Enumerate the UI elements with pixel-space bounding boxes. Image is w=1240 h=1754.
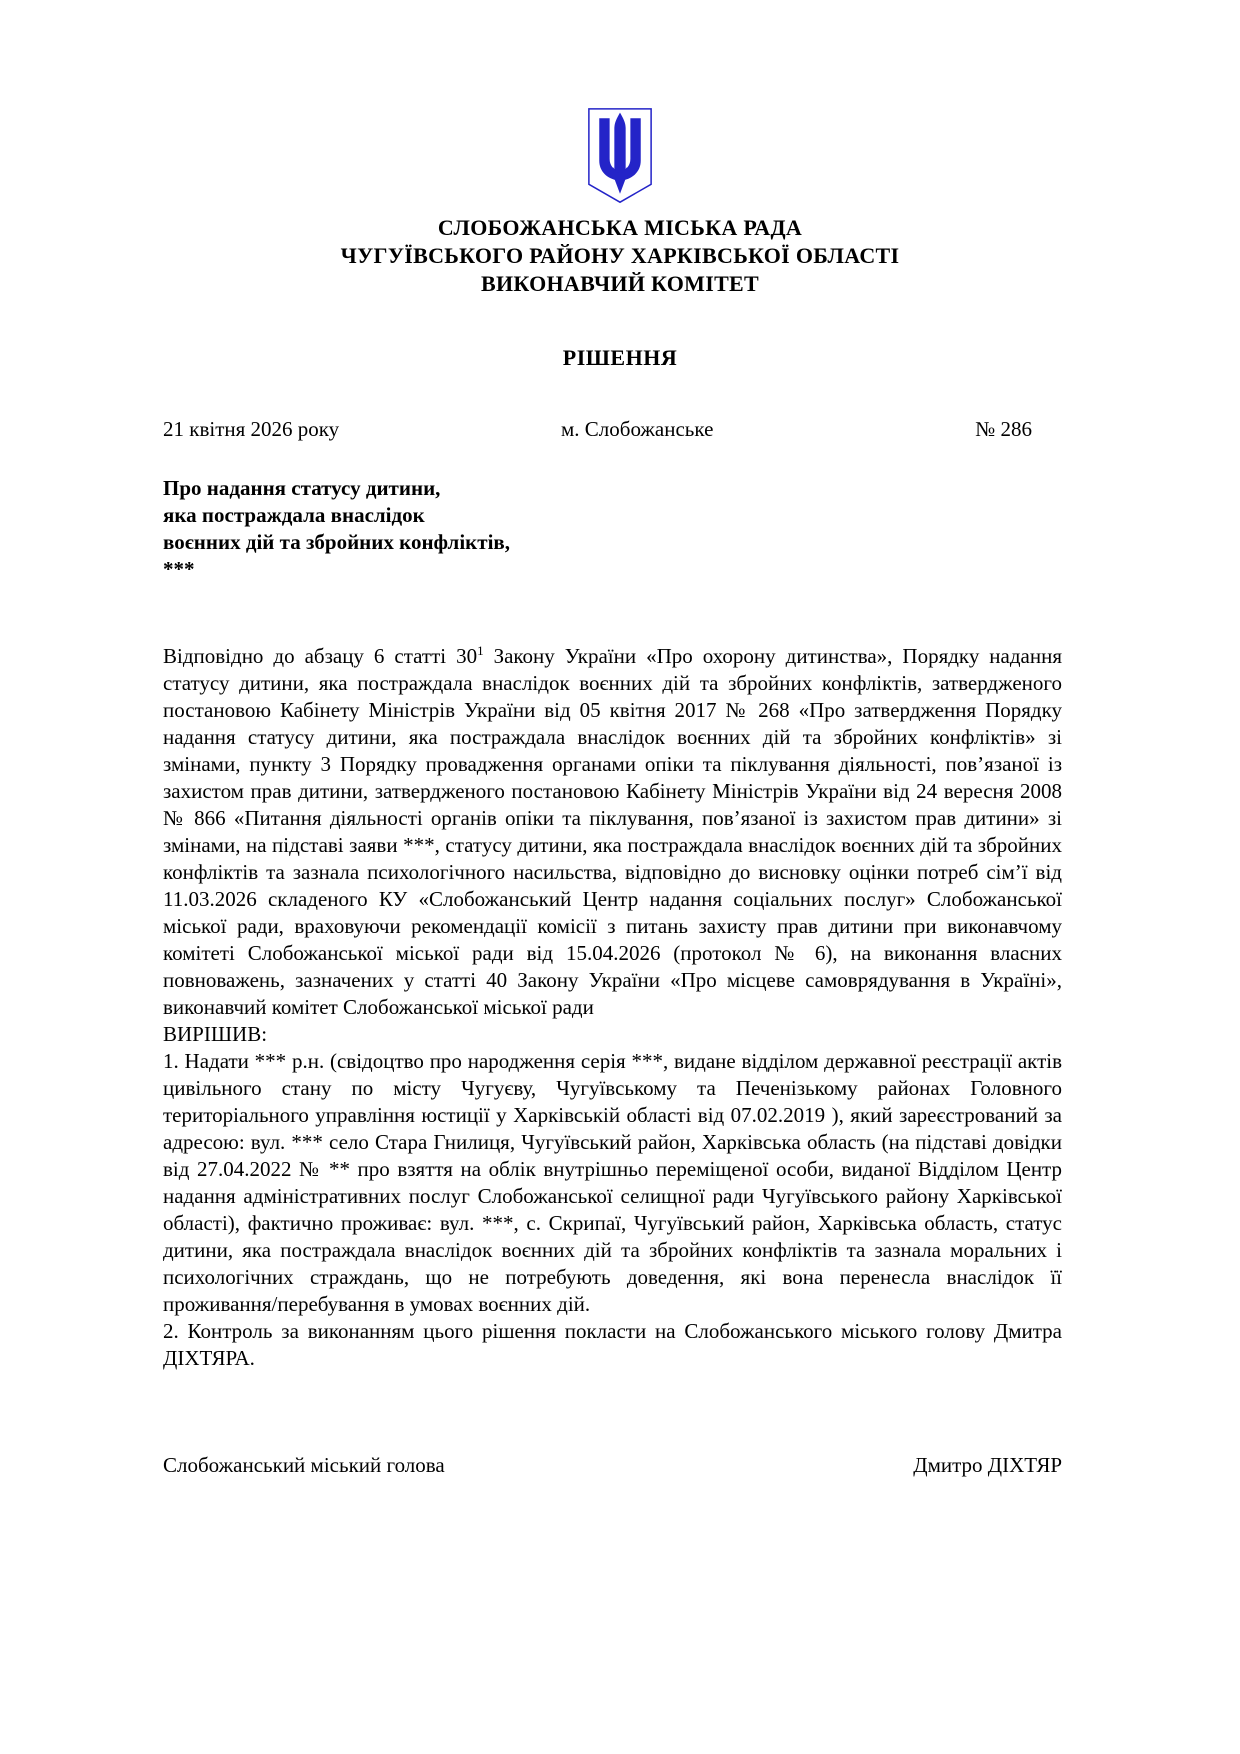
org-header <box>0 214 1240 298</box>
subject-block <box>163 475 623 583</box>
document-place: м. Слобожанське <box>560 417 714 441</box>
signer-name: Дмитро ДІХТЯР <box>913 1453 1062 1477</box>
document-date: 21 квітня 2026 року <box>163 417 340 441</box>
subject-line-4: *** <box>163 557 195 581</box>
org-name-line-2: ЧУГУЇВСЬКОГО РАЙОНУ ХАРКІВСЬКОЇ ОБЛАСТІ <box>340 243 900 268</box>
ukraine-trident-icon <box>587 106 653 206</box>
signer-title: Слобожанський міський голова <box>163 1453 445 1477</box>
preamble-text-rest: Закону України «Про охорону дитинства», Порядку надання статусу дитини, яка постраждала внаслідок воєнних дій та збройних конфліктів, затвердженого постановою Кабінету Міністрів України від 05 квітня 2017 № 268 «Про затвердження Порядку надання статусу дитини, яка постраждала внаслідок воєнних дій та збройних конфліктів» зі змінами, пункту 3 Порядку провадження органами опіки та піклування діяльності, пов’язаної із захистом прав дитини, затвердженого постановою Кабінету Міністрів України від 24 вересня 2008 № 866 «Питання діяльності органів опіки та піклування, пов’язаної із захистом прав дитини» зі змінами, на підставі заяви ***, статусу дитини, яка постраждала внаслідок воєнних дій та збройних конфліктів та зазнала психологічного насильства, відповідно до висновку оцінки потреб сім’ї від 11.03.2026 складеного КУ «Слобожанський Центр надання соціальних послуг» Слобожанської міської ради, враховуючи рекомендації комісії з питань захисту прав дитини при виконавчому комітеті Слобожанської міської ради від 15.04.2026 (протокол № 6), на виконання власних повноважень, зазначених у статті 40 Закону України «Про місцеве самоврядування в Україні», виконавчий комітет Слобожанської міської ради <box>163 644 1062 1019</box>
resolved-heading: ВИРІШИВ: <box>163 1022 268 1046</box>
org-name-line-3: ВИКОНАВЧИЙ КОМІТЕТ <box>480 271 759 296</box>
subject-line-2: яка постраждала внаслідок <box>163 503 425 527</box>
document-type-title: РІШЕННЯ <box>562 345 678 370</box>
date-row <box>163 416 1032 443</box>
decision-item-2: 2. Контроль за виконанням цього рішення покласти на Слобожанського міського голову Дмитра ДІХТЯРА. <box>163 1319 1062 1370</box>
document-number: № 286 <box>975 417 1032 441</box>
subject-line-3: воєнних дій та збройних конфліктів, <box>163 530 511 554</box>
decision-item-1: 1. Надати *** р.н. (свідоцтво про народження серія ***, видане відділом державної реєстрації актів цивільного стану по місту Чугуєву, Чугуївському та Печенізькому районах Головного територіального управління юстиції у Харківській області від 07.02.2019 ), який зареєстрований за адресою: вул. *** село Стара Гнилиця, Чугуївський район, Харківська область (на підставі довідки від 27.04.2022 № ** про взяття на облік внутрішньо переміщеної особи, виданої Відділом Центр надання адміністративних послуг Слобожанської селищної ради Чугуївського району Харківської області), фактично проживає: вул. ***, с. Скрипаї, Чугуївський район, Харківська область, статус дитини, яка постраждала внаслідок воєнних дій та збройних конфліктів та зазнала моральних і психологічних страждань, що не потребують доведення, які вона перенесла внаслідок її проживання/перебування в умовах воєнних дій. <box>163 1049 1062 1316</box>
document-body <box>163 643 1062 1372</box>
signature-row <box>163 1452 1062 1479</box>
subject-line-1: Про надання статусу дитини, <box>163 476 441 500</box>
preamble-text-start: Відповідно до абзацу 6 статті 30 <box>163 644 478 668</box>
preamble-paragraph <box>163 643 1062 1021</box>
superscript-footnote: 1 <box>477 643 484 658</box>
org-name-line-1: СЛОБОЖАНСЬКА МІСЬКА РАДА <box>437 215 803 240</box>
